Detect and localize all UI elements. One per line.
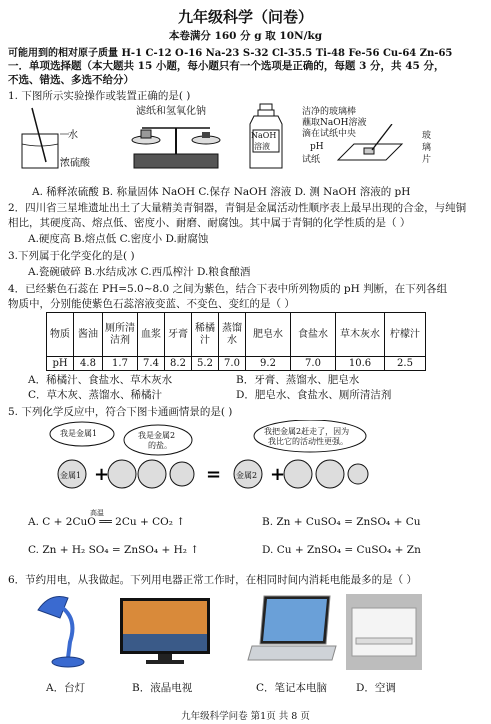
ph-table-header-cell: 厕所清洁剂 xyxy=(103,313,138,357)
q4-line-1: 4．已经紫色石蕊在 PH=5.0~8.0 之间为紫色，结合下表中所列物质的 pH 判断，在下列各组 xyxy=(8,283,448,295)
ph-table-header-cell: 稀橘汁 xyxy=(192,313,219,357)
page-footer: 九年级科学问卷 第1页 共 8 页 xyxy=(181,711,310,722)
q2-line-2: 相比，其硬度高、熔点低、密度小、耐磨、耐腐蚀。其中属于青铜的化学性质的是（ ） xyxy=(8,217,411,229)
q6-caption-c: C．笔记本电脑 xyxy=(256,682,328,694)
cartoon-bubble-2a: 我是金属2 xyxy=(138,431,176,440)
page-title: 九年级科学（问卷） xyxy=(177,8,313,26)
ph-table-value-cell: 7.4 xyxy=(138,357,165,371)
fig-d-label-3: 滴在试纸中央 xyxy=(302,129,357,139)
fig-d-label-1: 洁净的玻璃棒 xyxy=(302,107,357,117)
ph-table-value-cell: 2.5 xyxy=(385,357,426,371)
section1-heading: 一．单项选择题（本大题共 15 小题，每小题只有一个选项是正确的，每题 3 分，共 45 分， xyxy=(8,60,445,72)
q4-option-c: C．草木灰、蒸馏水、稀橘汁 xyxy=(28,389,163,401)
q1-options: A. 稀释浓硫酸 B. 称量固体 NaOH C.保存 NaOH 溶液 D. 测 NaOH 溶液的 pH xyxy=(32,186,411,198)
q5-option-b: B. Zn + CuSO₄ = ZnSO₄ + Cu xyxy=(262,516,421,528)
q3-stem: 3.下列属于化学变化的是( ) xyxy=(8,250,135,262)
svg-text:=: = xyxy=(206,464,222,485)
ph-table-value-cell: 4.8 xyxy=(74,357,103,371)
q6-stem: 6．节约用电，从我做起。下列用电器正常工作时，在相同时间内消耗电能最多的是（ ） xyxy=(8,574,418,586)
atomic-mass-line: 可能用到的相对原子质量 H-1 C-12 O-16 Na-23 S-32 Cl-35.5 Ti-48 Fe-56 Cu-64 Zn-65 xyxy=(8,48,453,59)
ph-table-value-row xyxy=(47,357,426,371)
ph-table-value-cell: 8.2 xyxy=(165,357,192,371)
ph-table-header-cell: 食盐水 xyxy=(291,313,336,357)
q6-caption-b: B．液晶电视 xyxy=(132,682,193,694)
ph-table-value-cell: 1.7 xyxy=(103,357,138,371)
ph-table-value-cell: 7.0 xyxy=(219,357,246,371)
fig-d-right-1: 玻 xyxy=(422,131,432,141)
q5-option-d: D. Cu + ZnSO₄ = CuSO₄ + Zn xyxy=(262,544,421,556)
ph-table-header-cell: 牙膏 xyxy=(165,313,192,357)
q6-caption-d: D．空调 xyxy=(356,682,396,694)
ph-table-header-cell: 草木灰水 xyxy=(336,313,385,357)
ph-table-value-cell: 10.6 xyxy=(336,357,385,371)
cartoon-metal2-label: 金属2 xyxy=(236,471,258,480)
ph-table-header-cell: 肥皂水 xyxy=(246,313,291,357)
q4-line-2: 物质中，分别能使紫色石蕊溶液变蓝、不变色、变红的是（ ） xyxy=(8,298,295,310)
ph-table-header-cell: 血浆 xyxy=(138,313,165,357)
fig-c-label-1: NaOH xyxy=(251,131,277,140)
q4-option-d: D．肥皂水、食盐水、厕所清洁剂 xyxy=(236,389,392,401)
fig-d-label-4: pH xyxy=(310,142,324,152)
ph-table xyxy=(46,312,426,371)
lcd-tv-icon xyxy=(118,594,212,668)
svg-text:+: + xyxy=(270,464,286,485)
q2-line-1: 2．四川省三星堆遗址出土了大量精美青铜器，青铜是金属活动性顺序表上最早出现的合金，与纯铜 xyxy=(8,202,467,214)
svg-text:+: + xyxy=(94,464,110,485)
q6-caption-a: A．台灯 xyxy=(46,682,86,694)
q3-options: A.瓷碗破碎 B.水结成冰 C.西瓜榨汁 D.粮食酿酒 xyxy=(28,266,251,278)
balance-figure xyxy=(126,114,226,172)
ph-table-header-row xyxy=(47,313,426,357)
q5-option-a: A. C + 2CuO ══ 2Cu + CO₂ ↑ xyxy=(28,516,186,528)
ph-test-figure xyxy=(330,124,416,168)
ph-table-value-cell: 7.0 xyxy=(291,357,336,371)
ph-table-header-cell: 柠檬汁 xyxy=(385,313,426,357)
cartoon-metal1-label: 金属1 xyxy=(60,471,82,480)
cartoon-bubble-3b: 我比它的活动性更强。 xyxy=(268,437,348,446)
q1-stem: 1. 下图所示实验操作或装置正确的是( ) xyxy=(8,90,191,102)
air-conditioner-icon xyxy=(346,594,422,670)
ph-table-value-cell: 9.2 xyxy=(246,357,291,371)
q4-option-a: A．稀橘汁、食盐水、草木灰水 xyxy=(28,374,173,386)
fig-a-acid-label: 浓硫酸 xyxy=(60,158,90,169)
q2-options: A.硬度高 B.熔点低 C.密度小 D.耐腐蚀 xyxy=(28,233,209,245)
desk-lamp-icon xyxy=(30,592,90,670)
q5-option-c: C. Zn + H₂ SO₄ = ZnSO₄ + H₂ ↑ xyxy=(28,544,200,556)
exam-subtitle: 本卷满分 160 分 g 取 10N/kg xyxy=(168,30,323,42)
ph-table-header-cell: 蒸馏水 xyxy=(219,313,246,357)
cartoon-bubble-1: 我是金属1 xyxy=(60,429,98,438)
fig-d-right-2: 璃 xyxy=(422,143,432,153)
fig-a-water-label: 水 xyxy=(68,130,78,141)
fig-d-label-2: 蘸取NaOH溶液 xyxy=(302,118,367,128)
q5-option-a-condition: 高温 xyxy=(90,509,104,517)
q4-option-b: B．牙膏、蒸馏水、肥皂水 xyxy=(236,374,360,386)
fig-d-right-3: 片 xyxy=(422,155,432,165)
cartoon-bubble-2b: 的盐。 xyxy=(148,441,172,450)
ph-table-header-cell: 物质 xyxy=(47,313,74,357)
section1-heading-cont: 不选、错选、多选不给分） xyxy=(8,74,134,86)
ph-table-row-label: pH xyxy=(47,357,74,371)
cartoon-bubble-3a: 我把金属2赶走了，因为 xyxy=(264,427,350,436)
laptop-icon xyxy=(246,592,340,670)
fig-d-label-5: 试纸 xyxy=(302,155,321,165)
ph-table-header-cell: 酱油 xyxy=(74,313,103,357)
ph-table-value-cell: 5.2 xyxy=(192,357,219,371)
fig-c-label-2: 溶液 xyxy=(254,142,270,151)
q5-stem: 5. 下列化学反应中，符合下图卡通画情景的是( ) xyxy=(8,406,233,418)
fig-b-label: 滤纸和氢氧化钠 xyxy=(136,106,206,117)
